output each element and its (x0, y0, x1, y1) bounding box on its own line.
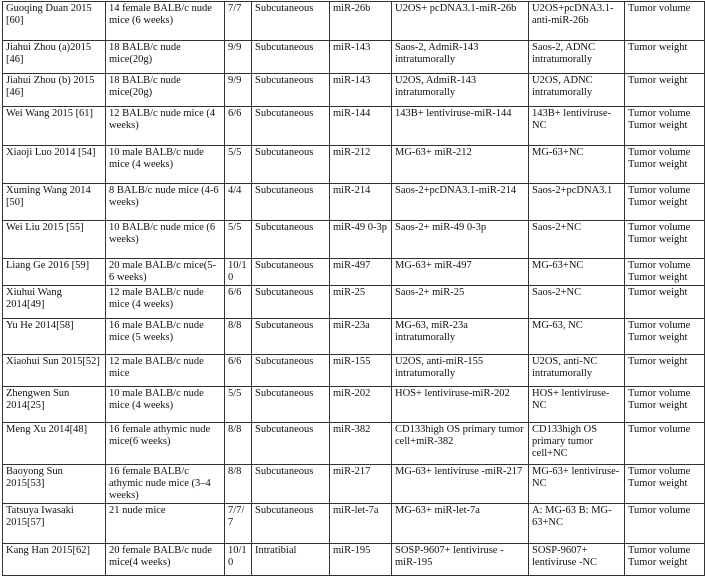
cell-site: Subcutaneous (252, 465, 330, 504)
cell-experimental: U2OS+ pcDNA3.1-miR-26b (392, 2, 529, 41)
table-row (3, 146, 705, 184)
cell-experimental: Saos-2+pcDNA3.1-miR-214 (392, 184, 529, 221)
cell-outcome: Tumor weight (625, 74, 705, 107)
cell-mirna: miR-26b (330, 2, 392, 41)
table-row (3, 107, 705, 146)
cell-mirna: miR-217 (330, 465, 392, 504)
cell-n: 7/7/7 (225, 504, 252, 544)
cell-control: SOSP-9607+ lentiviruse -NC (529, 544, 625, 576)
cell-mice: 12 male BALB/c nude mice (106, 355, 225, 387)
cell-control: Saos-2+pcDNA3.1 (529, 184, 625, 221)
cell-experimental: HOS+ lentiviruse-miR-202 (392, 387, 529, 423)
cell-outcome: Tumor volume Tumor weight (625, 221, 705, 259)
cell-experimental: Saos-2, AdmiR-143 intratumorally (392, 41, 529, 74)
table-row (3, 544, 705, 576)
cell-experimental: MG-63, miR-23a intratumorally (392, 319, 529, 355)
cell-mice: 20 male BALB/c mice(5-6 weeks) (106, 259, 225, 295)
cell-n: 6/6 (225, 286, 252, 319)
cell-outcome: Tumor volume Tumor weight (625, 184, 705, 221)
cell-mirna: miR-143 (330, 41, 392, 74)
table-row (3, 286, 705, 319)
cell-n: 8/8 (225, 465, 252, 504)
cell-mice: 16 female athymic nude mice(6 weeks) (106, 423, 225, 465)
cell-study: Xiaoji Luo 2014 [54] (3, 146, 106, 184)
cell-site: Subcutaneous (252, 146, 330, 184)
cell-experimental: MG-63+ miR-let-7a (392, 504, 529, 544)
cell-experimental: CD133high OS primary tumor cell+miR-382 (392, 423, 529, 465)
cell-site: Subcutaneous (252, 184, 330, 221)
cell-site: Subcutaneous (252, 41, 330, 74)
cell-control: MG-63+ lentiviruse-NC (529, 465, 625, 504)
cell-experimental: MG-63+ lentiviruse -miR-217 (392, 465, 529, 504)
cell-experimental: 143B+ lentiviruse-miR-144 (392, 107, 529, 146)
table-row (3, 504, 705, 544)
cell-mirna: miR-23a (330, 319, 392, 355)
cell-site: Subcutaneous (252, 504, 330, 544)
cell-mice: 12 BALB/c nude mice (4 weeks) (106, 107, 225, 146)
table-row (3, 355, 705, 387)
cell-mice: 18 BALB/c nude mice(20g) (106, 74, 225, 107)
study-table-part-1 (2, 1, 705, 295)
cell-mice: 16 male BALB/c nude mice (5 weeks) (106, 319, 225, 355)
cell-outcome: Tumor weight (625, 286, 705, 319)
cell-outcome: Tumor volume (625, 2, 705, 41)
cell-control: MG-63, NC (529, 319, 625, 355)
cell-mice: 12 male BALB/c nude mice (4 weeks) (106, 286, 225, 319)
cell-control: Saos-2+NC (529, 221, 625, 259)
cell-study: Zhengwen Sun 2014[25] (3, 387, 106, 423)
cell-mirna: miR-202 (330, 387, 392, 423)
cell-control: HOS+ lentiviruse-NC (529, 387, 625, 423)
table-row (3, 319, 705, 355)
cell-mice: 20 female BALB/c nude mice(4 weeks) (106, 544, 225, 576)
table-row (3, 423, 705, 465)
cell-mirna: miR-382 (330, 423, 392, 465)
table-body (3, 286, 705, 576)
cell-n: 8/8 (225, 319, 252, 355)
cell-mice: 16 female BALB/c athymic nude mice (3–4 weeks) (106, 465, 225, 504)
table-row (3, 221, 705, 259)
cell-control: Saos-2, ADNC intratumorally (529, 41, 625, 74)
cell-mirna: miR-let-7a (330, 504, 392, 544)
cell-site: Subcutaneous (252, 387, 330, 423)
cell-experimental: SOSP-9607+ lentiviruse -miR-195 (392, 544, 529, 576)
cell-site: Subcutaneous (252, 355, 330, 387)
cell-site: Subcutaneous (252, 286, 330, 319)
cell-n: 5/5 (225, 387, 252, 423)
cell-study: Liang Ge 2016 [59] (3, 259, 106, 295)
cell-n: 6/6 (225, 107, 252, 146)
table-body (3, 2, 705, 295)
cell-site: Subcutaneous (252, 319, 330, 355)
cell-site: Subcutaneous (252, 259, 330, 295)
cell-control: Saos-2+NC (529, 286, 625, 319)
cell-mirna: miR-25 (330, 286, 392, 319)
cell-outcome: Tumor volume (625, 504, 705, 544)
table-row (3, 387, 705, 423)
cell-mice: 14 female BALB/c nude mice (6 weeks) (106, 2, 225, 41)
cell-outcome: Tumor volume Tumor weight (625, 465, 705, 504)
cell-n: 8/8 (225, 423, 252, 465)
cell-study: Yu He 2014[58] (3, 319, 106, 355)
cell-outcome: Tumor volume Tumor weight (625, 319, 705, 355)
cell-mice: 10 BALB/c nude mice (6 weeks) (106, 221, 225, 259)
cell-n: 9/9 (225, 41, 252, 74)
cell-mice: 10 male BALB/c nude mice (4 weeks) (106, 146, 225, 184)
cell-outcome: Tumor volume Tumor weight (625, 146, 705, 184)
cell-n: 6/6 (225, 355, 252, 387)
cell-study: Baoyong Sun 2015[53] (3, 465, 106, 504)
cell-mirna: miR-214 (330, 184, 392, 221)
cell-experimental: MG-63+ miR-497 (392, 259, 529, 295)
cell-n: 5/5 (225, 146, 252, 184)
cell-site: Subcutaneous (252, 423, 330, 465)
cell-mirna: miR-155 (330, 355, 392, 387)
cell-mice: 10 male BALB/c nude mice (4 weeks) (106, 387, 225, 423)
cell-n: 4/4 (225, 184, 252, 221)
cell-study: Jiahui Zhou (b) 2015 [46] (3, 74, 106, 107)
cell-control: U2OS, ADNC intratumorally (529, 74, 625, 107)
cell-study: Guoqing Duan 2015 [60] (3, 2, 106, 41)
cell-experimental: U2OS, AdmiR-143 intratumorally (392, 74, 529, 107)
cell-experimental: Saos-2+ miR-49 0-3p (392, 221, 529, 259)
cell-control: U2OS+pcDNA3.1-anti-miR-26b (529, 2, 625, 41)
cell-mirna: miR-144 (330, 107, 392, 146)
cell-mirna: miR-143 (330, 74, 392, 107)
cell-site: Subcutaneous (252, 2, 330, 41)
cell-site: Subcutaneous (252, 107, 330, 146)
cell-mirna: miR-195 (330, 544, 392, 576)
cell-site: Subcutaneous (252, 221, 330, 259)
table-row (3, 41, 705, 74)
cell-study: Wei Liu 2015 [55] (3, 221, 106, 259)
cell-n: 10/10 (225, 259, 252, 295)
cell-experimental: Saos-2+ miR-25 (392, 286, 529, 319)
cell-study: Wei Wang 2015 [61] (3, 107, 106, 146)
cell-site: Intratibial (252, 544, 330, 576)
cell-mirna: miR-49 0-3p (330, 221, 392, 259)
cell-study: Xuming Wang 2014 [50] (3, 184, 106, 221)
cell-control: MG-63+NC (529, 259, 625, 295)
cell-control: MG-63+NC (529, 146, 625, 184)
table-row (3, 2, 705, 41)
table-row (3, 74, 705, 107)
cell-control: 143B+ lentiviruse-NC (529, 107, 625, 146)
cell-mice: 18 BALB/c nude mice(20g) (106, 41, 225, 74)
table-row (3, 184, 705, 221)
cell-study: Tatsuya Iwasaki 2015[57] (3, 504, 106, 544)
cell-control: CD133high OS primary tumor cell+NC (529, 423, 625, 465)
cell-n: 5/5 (225, 221, 252, 259)
cell-control: A: MG-63 B: MG-63+NC (529, 504, 625, 544)
cell-study: Xiuhui Wang 2014[49] (3, 286, 106, 319)
cell-mice: 21 nude mice (106, 504, 225, 544)
cell-outcome: Tumor volume Tumor weight (625, 387, 705, 423)
cell-outcome: Tumor volume Tumor weight (625, 107, 705, 146)
cell-outcome: Tumor volume (625, 423, 705, 465)
cell-site: Subcutaneous (252, 74, 330, 107)
cell-study: Xiaohui Sun 2015[52] (3, 355, 106, 387)
cell-study: Jiahui Zhou (a)2015 [46] (3, 41, 106, 74)
cell-n: 9/9 (225, 74, 252, 107)
cell-n: 7/7 (225, 2, 252, 41)
cell-experimental: U2OS, anti-miR-155 intratumorally (392, 355, 529, 387)
cell-study: Meng Xu 2014[48] (3, 423, 106, 465)
cell-outcome: Tumor weight (625, 355, 705, 387)
cell-mirna: miR-497 (330, 259, 392, 295)
cell-study: Kang Han 2015[62] (3, 544, 106, 576)
cell-mirna: miR-212 (330, 146, 392, 184)
cell-mice: 8 BALB/c nude mice (4-6 weeks) (106, 184, 225, 221)
cell-n: 10/10 (225, 544, 252, 576)
cell-outcome: Tumor volume Tumor weight (625, 259, 705, 295)
cell-experimental: MG-63+ miR-212 (392, 146, 529, 184)
cell-control: U2OS, anti-NC intratumorally (529, 355, 625, 387)
study-table-part-2 (2, 285, 705, 576)
cell-outcome: Tumor volume Tumor weight (625, 544, 705, 576)
cell-outcome: Tumor weight (625, 41, 705, 74)
table-row (3, 465, 705, 504)
